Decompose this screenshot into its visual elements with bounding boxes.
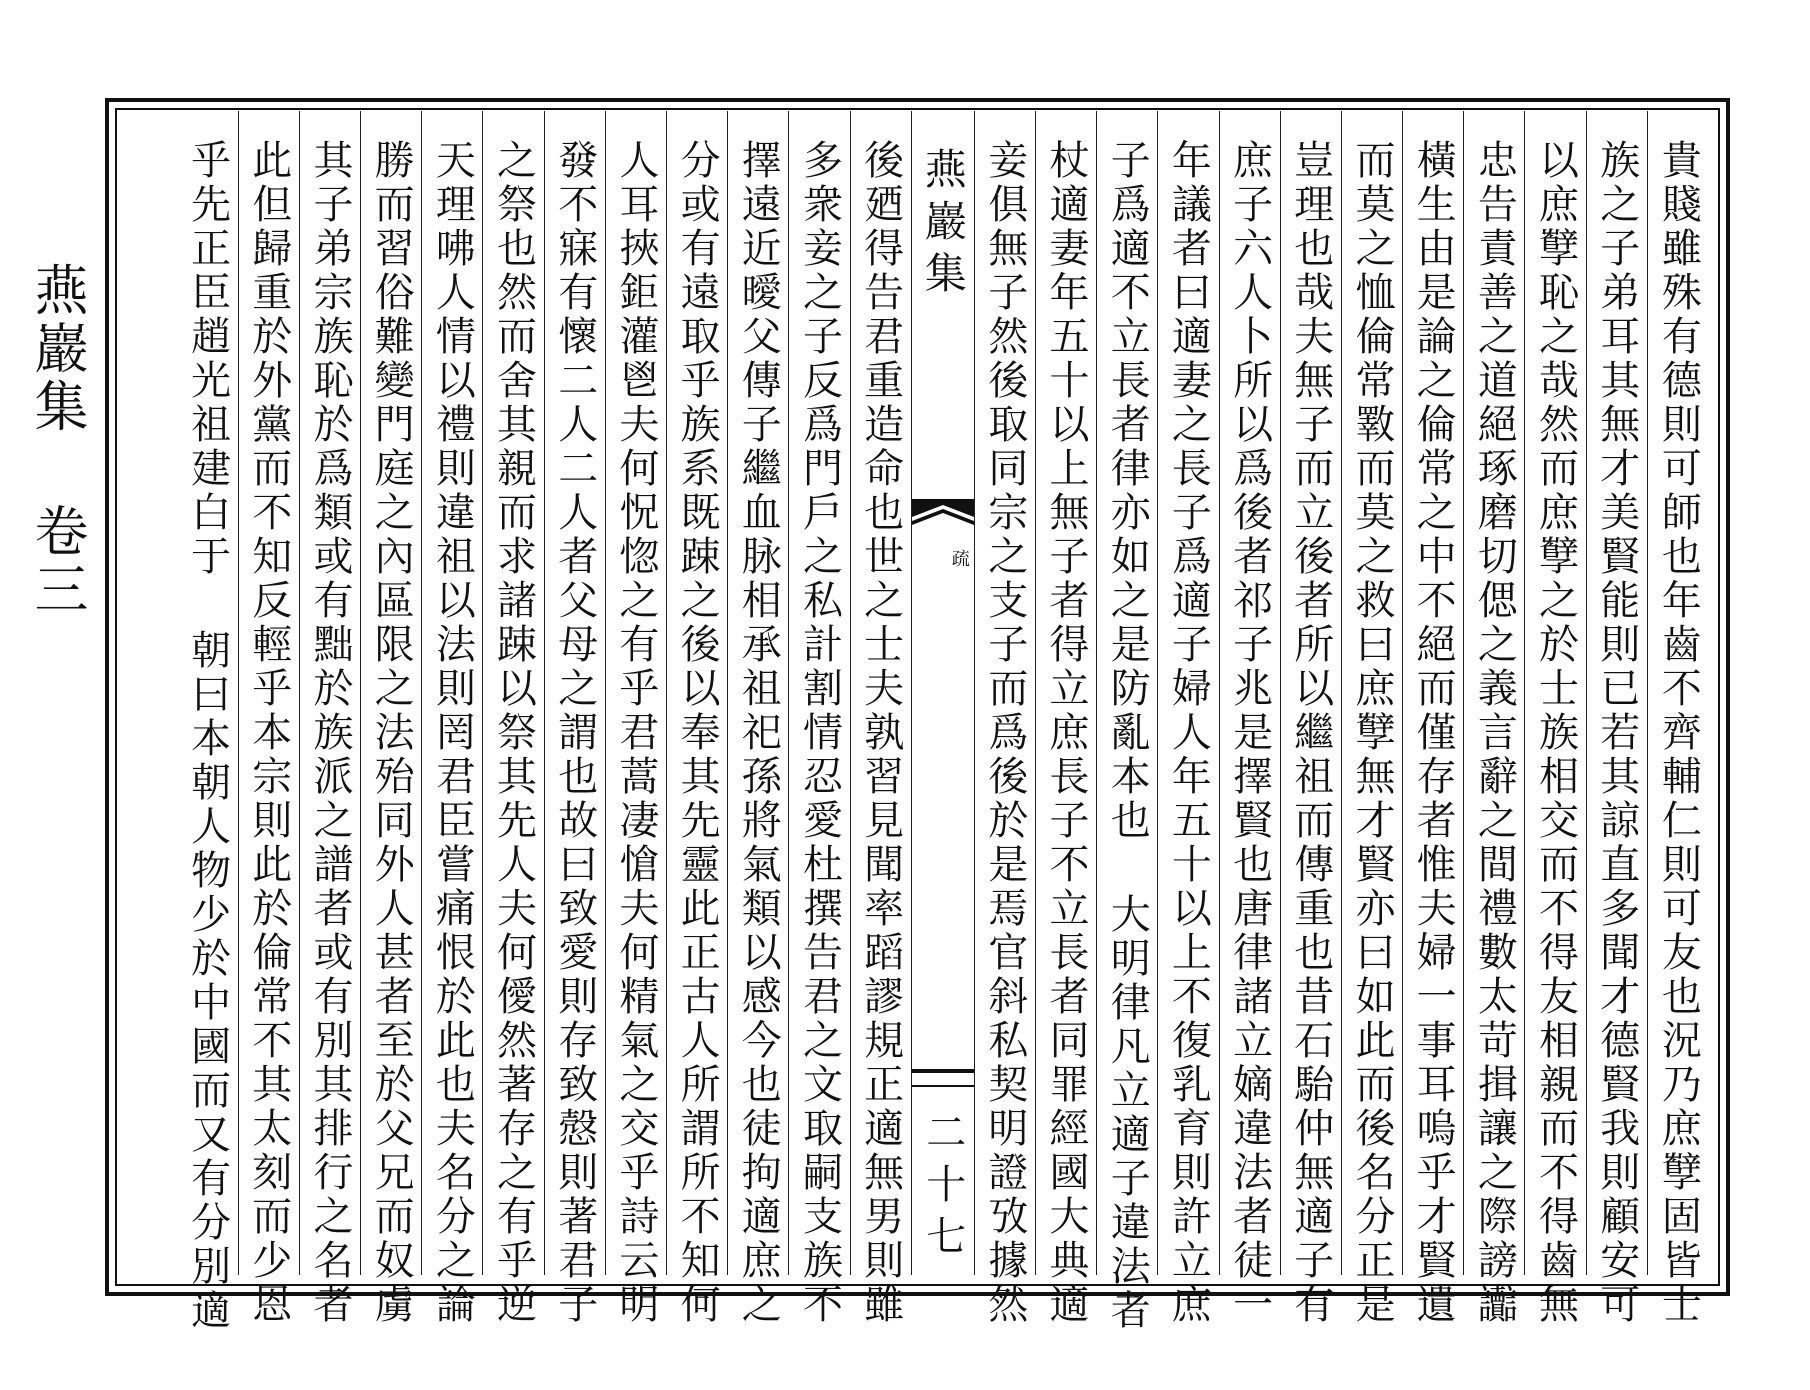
column-text: 子爲適不立長者律亦如之是防亂本也 大明律凡立適子違法者 <box>1104 139 1151 1333</box>
text-column <box>1220 111 1281 1327</box>
column-text: 年議者曰適妻之長子爲適子婦人年五十以上不復乳育則許立庶 <box>1165 139 1212 1327</box>
text-column <box>1587 111 1648 1327</box>
text-column <box>361 111 422 1327</box>
column-text: 之祭也然而舍其親而求諸踈以祭其先人夫何僾然著存之有乎逆 <box>490 139 537 1327</box>
text-column <box>975 111 1036 1327</box>
text-column <box>545 111 606 1327</box>
text-column <box>606 111 667 1327</box>
column-text: 妾俱無子然後取同宗之支子而爲後於是焉官斜私契明證攷據然 <box>981 139 1028 1327</box>
side-title <box>26 262 102 682</box>
column-text: 分或有遠取乎族系既踈之後以奉其先靈此正古人所謂所不知何 <box>674 139 721 1327</box>
text-column <box>239 111 300 1327</box>
book-title <box>912 147 974 303</box>
column-text: 庶子六人卜所以爲後者祁子兆是擇賢也唐律諸立嫡違法者徒一 <box>1226 139 1273 1327</box>
text-column <box>1158 111 1219 1327</box>
column-text: 忠告責善之道絕琢磨切偲之義言辭之間禮數太苛揖讓之際謗讟 <box>1471 139 1518 1327</box>
center-fold-column <box>911 111 975 1275</box>
text-column <box>1097 111 1158 1333</box>
column-text: 其子弟宗族恥於爲類或有黜於族派之譜者或有別其排行之名者 <box>306 139 353 1327</box>
column-text: 人耳挾鉅灌鬯夫何怳惚之有乎君蒿凄愴夫何精氣之交乎詩云明 <box>612 139 659 1327</box>
page-number <box>912 1111 974 1267</box>
text-column <box>1281 111 1342 1327</box>
column-text: 族之子弟耳其無才美賢能則已若其諒直多聞才德賢我則顧安可 <box>1593 139 1640 1327</box>
text-column <box>1464 111 1525 1327</box>
text-column <box>422 111 483 1327</box>
column-text: 而莫之恤倫常斁而莫之救曰庶孼無才賢亦曰如此而後名分正是 <box>1348 139 1395 1327</box>
text-column <box>1036 111 1097 1327</box>
text-column <box>1403 111 1464 1327</box>
book-title-text: 燕巖集 <box>918 147 968 303</box>
column-text: 以庶孼恥之哉然而庶孼之於士族相交而不得友相親而不得齒無 <box>1532 139 1579 1327</box>
column-text: 天理咈人情以禮則違祖以法則罔君臣嘗痛恨於此也夫名分之論 <box>429 139 476 1327</box>
text-column <box>728 111 789 1327</box>
page-number-text: 二十七 <box>919 1111 966 1267</box>
fish-tail-bottom-ornament <box>912 1069 974 1087</box>
column-text: 發不寐有懷二人二人者父母之謂也故曰致愛則存致慤則著君子 <box>551 139 598 1327</box>
text-column <box>178 111 239 1333</box>
text-column <box>1342 111 1403 1327</box>
text-columns <box>118 111 1709 1333</box>
column-text: 勝而習俗難變門庭之內區限之法殆同外人甚者至於父兄而奴虜 <box>368 139 415 1327</box>
column-text: 乎先正臣趙光祖建白于 朝曰本朝人物少於中國而又有分別適 <box>184 139 231 1333</box>
column-text: 杖適妻年五十以上無子者得立庶長子不立長者同罪經國大典適 <box>1043 139 1090 1327</box>
column-text: 多衆妾之子反爲門戶之私計割情忍愛杜撰告君之文取嗣支族不 <box>796 139 843 1327</box>
text-column <box>300 111 361 1327</box>
column-text: 豈理也哉夫無子而立後者所以繼祖而傳重也昔石駘仲無適子有 <box>1287 139 1334 1327</box>
column-text: 橫生由是論之倫常之中不絕而僅存者惟夫婦一事耳嗚乎才賢遺 <box>1410 139 1457 1327</box>
text-column <box>789 111 850 1327</box>
text-column <box>483 111 544 1327</box>
text-column <box>851 111 912 1327</box>
column-text: 後廼得告君重造命也世之士夫孰習見聞率蹈謬規正適無男則雖 <box>857 139 904 1327</box>
text-column <box>1648 111 1709 1327</box>
text-column <box>667 111 728 1327</box>
text-column <box>1525 111 1586 1327</box>
section-label: 疏 <box>948 549 970 567</box>
column-text: 貴賤雖殊有德則可師也年齒不齊輔仁則可友也況乃庶孼固皆士 <box>1655 139 1702 1327</box>
side-title-text: 燕巖集 卷三 <box>26 262 89 619</box>
column-text: 此但歸重於外黨而不知反輕乎本宗則此於倫常不其太刻而少恩 <box>245 139 292 1327</box>
column-text: 擇遠近曖父傳子繼血脉相承祖祀孫將氣類以感今也徒拘適庶之 <box>735 139 782 1327</box>
